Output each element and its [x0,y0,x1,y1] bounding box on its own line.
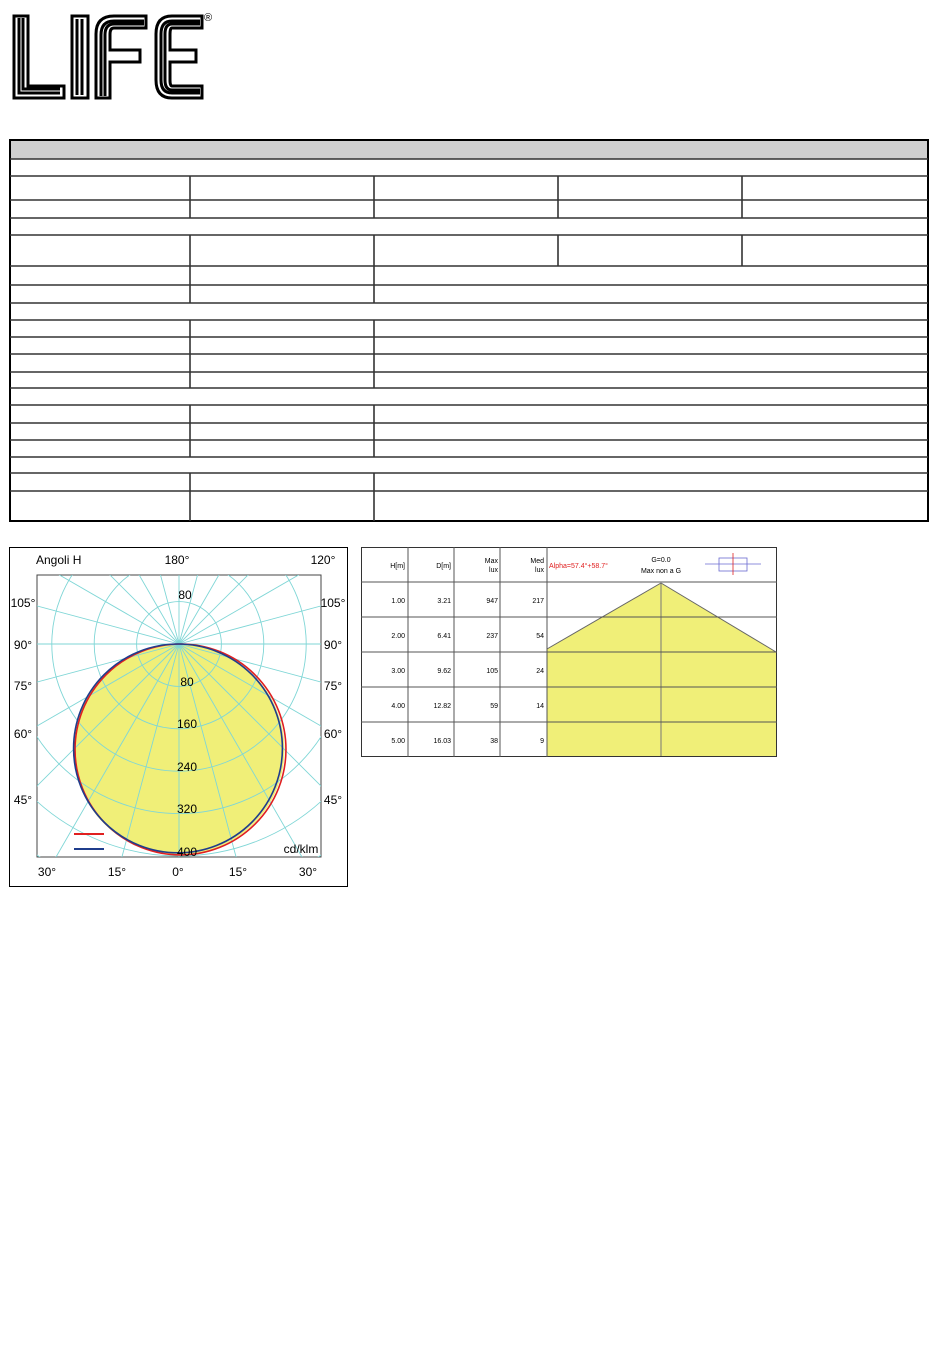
header-med-2: lux [535,567,544,574]
left-angle-105: 105° [10,596,36,610]
row-3-max: 105 [486,668,498,675]
radial-label-80: 80 [180,675,194,689]
header-d: D[m] [436,563,451,570]
right-angle-60: 60° [323,727,343,741]
alpha-label: Alpha=57.4°+58.7° [549,563,608,570]
row-5-h: 5.00 [391,738,405,745]
polar-title: Angoli H [36,553,82,567]
header-max-1: Max [484,558,498,565]
bottom-angle-15-left: 15° [107,865,127,879]
row-5-d: 16.03 [433,738,451,745]
radial-label-160: 160 [176,717,198,731]
header-max-2: lux [489,567,498,574]
right-angle-45: 45° [323,793,343,807]
row-2-max: 237 [486,633,498,640]
row-3-med: 24 [536,668,544,675]
bottom-angle-15-right: 15° [228,865,248,879]
brand-logo [10,12,220,107]
top-angle-180: 180° [164,553,190,567]
row-3-h: 3.00 [391,668,405,675]
max-note: Max non a G [640,568,682,575]
bottom-angle-0: 0° [172,865,184,879]
left-angle-90: 90° [13,638,33,652]
row-4-h: 4.00 [391,703,405,710]
left-angle-45: 45° [13,793,33,807]
radial-label-240: 240 [176,760,198,774]
spec-table [9,139,929,523]
row-1-max: 947 [486,598,498,605]
registered-mark: ® [204,12,213,24]
row-2-med: 54 [536,633,544,640]
left-angle-60: 60° [13,727,33,741]
spec-table-grid [9,139,929,523]
polar-diagram-svg [9,547,349,888]
row-5-max: 38 [490,738,498,745]
spec-table-header [11,141,927,159]
left-angle-75: 75° [13,679,33,693]
polar-diagram [9,547,349,893]
row-1-d: 3.21 [437,598,451,605]
upper-radial-label: 80 [178,588,192,602]
row-1-med: 217 [532,598,544,605]
life-logo-icon [10,12,220,102]
right-angle-75: 75° [323,679,343,693]
top-angle-120: 120° [310,553,336,567]
header-h: H[m] [390,563,405,570]
right-angle-90: 90° [323,638,343,652]
row-4-med: 14 [536,703,544,710]
row-2-d: 6.41 [437,633,451,640]
row-5-med: 9 [540,738,544,745]
row-4-max: 59 [490,703,498,710]
bottom-angle-30-left: 30° [37,865,57,879]
unit-label: cd/klm [283,842,319,856]
bottom-angle-30-right: 30° [298,865,318,879]
row-1-h: 1.00 [391,598,405,605]
illuminance-cone [361,547,779,764]
row-2-h: 2.00 [391,633,405,640]
header-med-1: Med [530,558,544,565]
right-angle-105: 105° [320,596,346,610]
illuminance-cone-svg [361,547,779,759]
row-4-d: 12.82 [433,703,451,710]
radial-label-400: 400 [176,845,198,859]
g-label: G=0.0 [651,557,671,564]
radial-label-320: 320 [176,802,198,816]
row-3-d: 9.62 [437,668,451,675]
